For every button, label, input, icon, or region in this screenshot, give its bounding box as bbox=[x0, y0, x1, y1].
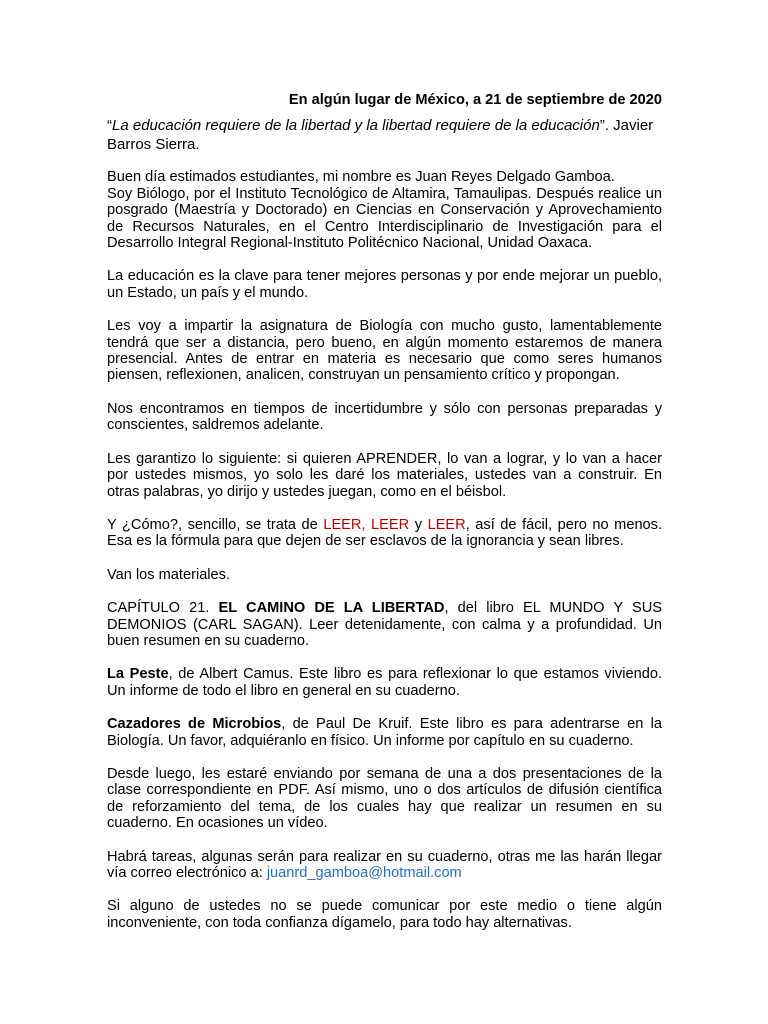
bio-paragraph: Soy Biólogo, por el Instituto Tecnológico de Altamira, Tamaulipas. Después realice un posgrado (Maestría y Doctorado) en Ciencias en Conservación y Aprovechamiento de Recursos Naturales, en el Centro Interdisciplinario de Investigación para el Desarrollo Integral Regional-Instituto Politécnico Nacional, Unidad Oaxaca. bbox=[107, 185, 662, 252]
subject-paragraph: Les voy a impartir la asignatura de Biología con mucho gusto, lamentablemente tendrá que ser a distancia, pero bueno, en algún momento estaremos de manera presencial. Antes de entrar en materia es necesario que como seres humanos piensen, reflexionen, analicen, construyan un pensamiento crítico y propongan. bbox=[107, 318, 662, 384]
presentations-paragraph: Desde luego, les estaré enviando por semana de una a dos presentaciones de la clase correspondiente en PDF. Así mismo, uno o dos artículos de difusión científica de reforzamiento del tema, de los cuales hay que realizar un resumen en su cuaderno. En ocasiones un vídeo. bbox=[107, 765, 662, 832]
chapter-paragraph bbox=[107, 600, 662, 649]
cazadores-rest: , de Paul De Kruif. Este libro es para adentrarse en la Biología. Un favor, adquiéranlo en físico. Un informe por capítulo en su cuaderno. bbox=[107, 716, 662, 749]
quote-close-mark: ” bbox=[599, 117, 605, 135]
chapter-title: EL CAMINO DE LA LIBERTAD bbox=[218, 600, 445, 617]
epigraph-quote bbox=[107, 116, 662, 154]
quote-author: . Javier Barros Sierra. bbox=[107, 117, 654, 154]
email-link[interactable]: juanrd_gamboa@hotmail.com bbox=[266, 865, 462, 881]
materials-paragraph: Van los materiales. bbox=[107, 566, 231, 583]
chapter-rest: , del libro EL MUNDO Y SUS DEMONIOS (CARL SAGAN). Leer detenidamente, con calma y a profundidad. Un buen resumen en su cuaderno. bbox=[107, 600, 662, 649]
la-peste-title: La Peste bbox=[107, 666, 169, 683]
leer-highlight-1: LEER, LEER bbox=[323, 516, 410, 533]
quote-open-mark: “ bbox=[107, 117, 112, 135]
cazadores-title: Cazadores de Microbios bbox=[107, 716, 282, 733]
date-line: En algún lugar de México, a 21 de septiembre de 2020 bbox=[288, 92, 662, 108]
letter-body bbox=[107, 92, 662, 931]
quote-text: La educación requiere de la libertad y la libertad requiere de la educación bbox=[112, 117, 600, 135]
chapter-prefix: CAPÍTULO 21. bbox=[107, 600, 219, 617]
contact-paragraph: Si alguno de ustedes no se puede comunicar por este medio o tiene algún inconveniente, con toda confianza dígamelo, para todo hay alternativas. bbox=[107, 898, 662, 931]
leer-highlight-2: LEER bbox=[427, 516, 466, 533]
homework-paragraph bbox=[107, 849, 662, 882]
la-peste-paragraph bbox=[107, 666, 662, 699]
uncertainty-paragraph: Nos encontramos en tiempos de incertidumbre y sólo con personas preparadas y conscientes, saldremos adelante. bbox=[107, 400, 662, 434]
how-y: y bbox=[409, 516, 428, 533]
guarantee-paragraph: Les garantizo lo siguiente: si quieren APRENDER, lo van a lograr, y lo van a hacer por ustedes mismos, yo solo les daré los materiales, ustedes van a construir. En otras palabras, yo dirijo y ustedes juegan, como en el béisbol. bbox=[107, 450, 662, 500]
la-peste-rest: , de Albert Camus. Este libro es para reflexionar lo que estamos viviendo. Un informe de todo el libro en general en su cuaderno. bbox=[107, 666, 662, 699]
homework-text: Habrá tareas, algunas serán para realizar en su cuaderno, otras me las harán llegar vía correo electrónico a: bbox=[107, 848, 662, 881]
education-paragraph: La educación es la clave para tener mejores personas y por ende mejorar un pueblo, un Estado, un país y el mundo. bbox=[107, 268, 662, 301]
greeting-paragraph: Buen día estimados estudiantes, mi nombre es Juan Reyes Delgado Gamboa. bbox=[107, 169, 615, 186]
how-after: , así de fácil, pero no menos. Esa es la fórmula para que dejen de ser esclavos de la ignorancia y sean libres. bbox=[107, 516, 663, 550]
how-before: Y ¿Cómo?, sencillo, se trata de bbox=[107, 516, 324, 533]
how-paragraph bbox=[107, 517, 662, 550]
cazadores-paragraph bbox=[107, 716, 662, 749]
